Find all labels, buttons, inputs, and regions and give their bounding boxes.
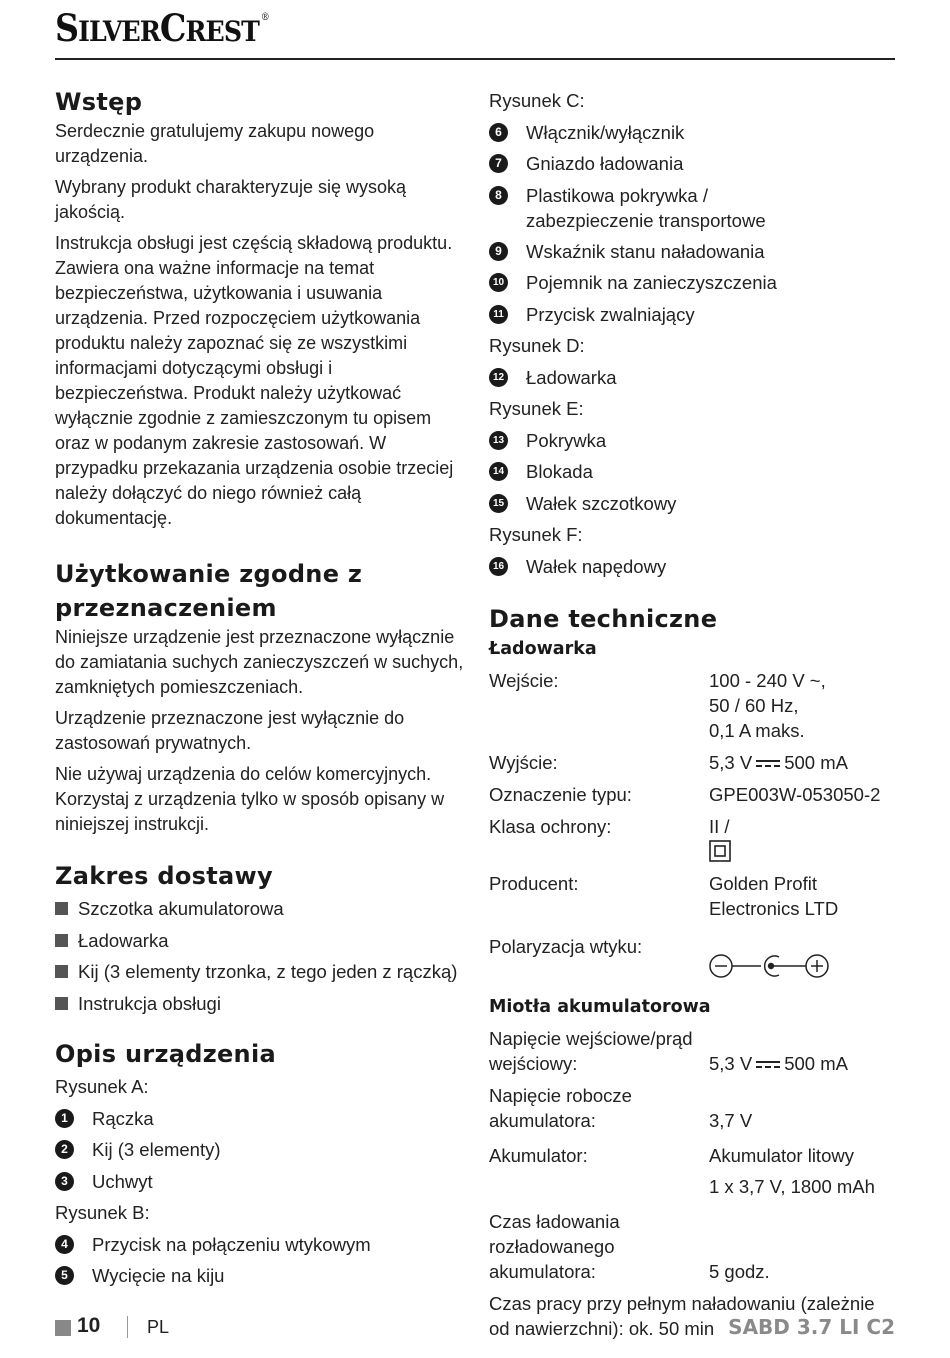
right-column: [489, 85, 895, 1348]
tech-row-battery: Akumulator: Akumulator litowy 1 x 3,7 V, 1800 mAh: [489, 1145, 875, 1197]
list-item: Kij (3 elementy trzonka, z tego jeden z rączką): [55, 956, 470, 988]
page-number: 10: [77, 1314, 101, 1337]
figure-label: Rysunek B:: [55, 1202, 150, 1223]
dc-current-icon: [756, 1060, 780, 1070]
footer-divider: [127, 1316, 128, 1338]
number-badge: 6: [489, 123, 508, 142]
tech-row-charge-time: Czas ładowania rozładowanego akumulatora: 5 godz.: [489, 1211, 770, 1282]
language-code: PL: [147, 1317, 170, 1337]
brand-logo: SILVERCREST ®: [55, 6, 269, 50]
number-badge: 15: [489, 494, 508, 513]
number-badge: 8: [489, 186, 508, 205]
part-item: 12 Ładowarka: [489, 362, 895, 394]
number-badge: 4: [55, 1235, 74, 1254]
part-item: 14 Blokada: [489, 456, 895, 488]
section-title-tech-data: Dane techniczne: [489, 605, 718, 633]
number-badge: 12: [489, 368, 508, 387]
plug-polarity-icon: [709, 953, 831, 981]
list-item: Ładowarka: [55, 925, 470, 957]
number-badge: 11: [489, 305, 508, 324]
part-item: 16 Wałek napędowy: [489, 551, 895, 583]
part-item: 7 Gniazdo ładowania: [489, 148, 895, 180]
section-title-intro: Wstęp: [55, 88, 143, 116]
trademark: ®: [260, 12, 269, 23]
intro-paragraph: Instrukcja obsługi jest częścią składową produktu. Zawiera ona ważne informacje na temat bezpieczeństwa, użytkowania i usuwania urządzenia. Przed rozpoczęciem użytkowania produktu należy zapoznać się ze wszystkimi informacjami dotyczącymi obsługi i bezpieczeństwa. Produkt należy użytkować wyłącznie zgodnie z zamieszczonym tu opisem oraz w podanym zakresie zastosowań. W przypadku przekazania urządzenia osobie trzeciej należy dołączyć do niego również całą dokumentację.: [55, 233, 454, 528]
tech-row-polarity: Polaryzacja wtyku:: [489, 928, 895, 987]
section-title-delivery: Zakres dostawy: [55, 862, 273, 890]
number-badge: 2: [55, 1140, 74, 1159]
tech-row-input-voltage: Napięcie wejściowe/prąd wejściowy: 5,3 V 500 mA: [489, 1028, 848, 1074]
bullet-square-icon: [55, 902, 68, 915]
part-item: 4 Przycisk na połączeniu wtykowym: [55, 1229, 470, 1261]
part-item: 11 Przycisk zwalniający: [489, 299, 895, 331]
part-item: 10 Pojemnik na zanieczyszczenia: [489, 267, 895, 299]
tech-row-output: Wyjście: 5,3 V 500 mA: [489, 752, 848, 773]
part-item: 9 Wskaźnik stanu naładowania: [489, 236, 895, 268]
bullet-square-icon: [55, 934, 68, 947]
part-item: 13 Pokrywka: [489, 425, 895, 457]
number-badge: 14: [489, 462, 508, 481]
header-rule: [55, 58, 895, 60]
part-item: 1 Rączka: [55, 1103, 470, 1135]
tech-row-input: Wejście: 100 - 240 V ~, 50 / 60 Hz, 0,1 A maks.: [489, 670, 826, 741]
bullet-square-icon: [55, 997, 68, 1010]
figure-label: Rysunek C:: [489, 90, 585, 111]
figure-label: Rysunek E:: [489, 398, 584, 419]
number-badge: 1: [55, 1109, 74, 1128]
tech-row-producer: Producent: Golden Profit Electronics LTD: [489, 873, 839, 919]
number-badge: 16: [489, 557, 508, 576]
intended-paragraph: Niniejsze urządzenie jest przeznaczone wyłącznie do zamiatania suchych zanieczyszczeń w suchych, zamkniętych pomieszczeniach.: [55, 627, 464, 697]
model-name: SABD 3.7 LI C2: [728, 1315, 895, 1339]
intro-paragraph: Serdecznie gratulujemy zakupu nowego urządzenia.: [55, 121, 375, 166]
part-item: 2 Kij (3 elementy): [55, 1134, 470, 1166]
list-item: Szczotka akumulatorowa: [55, 893, 470, 925]
tech-row-working-voltage: Napięcie robocze akumulatora: 3,7 V: [489, 1085, 753, 1131]
figure-label: Rysunek F:: [489, 524, 583, 545]
intro-paragraph: Wybrany produkt charakteryzuje się wysoką jakością.: [55, 177, 406, 222]
number-badge: 13: [489, 431, 508, 450]
number-badge: 3: [55, 1172, 74, 1191]
footer-square-icon: [55, 1320, 71, 1336]
bullet-square-icon: [55, 965, 68, 978]
part-item: 5 Wycięcie na kiju: [55, 1260, 470, 1292]
subheading-broom: Miotła akumulatorowa: [489, 997, 711, 1017]
intended-paragraph: Urządzenie przeznaczone jest wyłącznie do zastosowań prywatnych.: [55, 708, 405, 753]
part-item: 15 Wałek szczotkowy: [489, 488, 895, 520]
part-item: 6 Włącznik/wyłącznik: [489, 117, 895, 149]
intended-paragraph: Nie używaj urządzenia do celów komercyjnych. Korzystaj z urządzenia tylko w sposób opisany w niniejszej instrukcji.: [55, 764, 445, 834]
tech-row-type: Oznaczenie typu: GPE003W-053050-2: [489, 784, 881, 805]
number-badge: 9: [489, 242, 508, 261]
figure-label: Rysunek D:: [489, 335, 585, 356]
tech-row-protection-class: Klasa ochrony: II /: [489, 814, 895, 864]
section-title-description: Opis urządzenia: [55, 1040, 276, 1068]
part-item: 3 Uchwyt: [55, 1166, 470, 1198]
section-title-intended-use: Użytkowanie zgodne z przeznaczeniem: [55, 560, 363, 622]
number-badge: 10: [489, 273, 508, 292]
number-badge: 7: [489, 154, 508, 173]
number-badge: 5: [55, 1266, 74, 1285]
subheading-charger: Ładowarka: [489, 639, 597, 659]
double-insulation-icon: [709, 840, 731, 862]
left-column: [55, 85, 470, 1292]
list-item: Instrukcja obsługi: [55, 988, 470, 1020]
tech-row-run-time: Czas pracy przy pełnym naładowaniu (zależnie od nawierzchni): ok. 50 min: [489, 1293, 875, 1339]
figure-label: Rysunek A:: [55, 1076, 149, 1097]
dc-current-icon: [756, 759, 780, 769]
delivery-list: [55, 893, 470, 1019]
part-item: 8 Plastikowa pokrywka / zabezpieczenie transportowe: [489, 180, 786, 236]
